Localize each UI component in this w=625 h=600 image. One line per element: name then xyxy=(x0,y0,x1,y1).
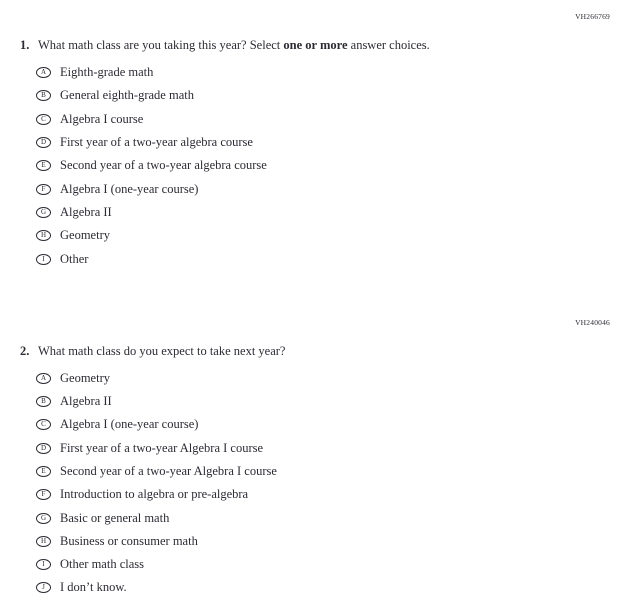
choice-row xyxy=(36,553,625,576)
choice-row xyxy=(36,177,625,200)
choice-label: Basic or general math xyxy=(60,510,170,525)
answer-oval-icon[interactable]: D xyxy=(36,137,51,148)
choice-label: I don’t know. xyxy=(60,580,127,595)
question-text xyxy=(38,343,285,359)
answer-oval-icon[interactable]: C xyxy=(36,419,51,430)
question-section-2 xyxy=(0,318,625,600)
answer-choice-list xyxy=(0,367,625,600)
choice-row xyxy=(36,576,625,599)
choice-row xyxy=(36,131,625,154)
answer-oval-icon[interactable]: J xyxy=(36,582,51,593)
choice-label: First year of a two-year algebra course xyxy=(60,135,253,150)
answer-oval-icon[interactable]: A xyxy=(36,373,51,384)
choice-label: Eighth-grade math xyxy=(60,65,154,80)
choice-row xyxy=(36,530,625,553)
answer-oval-icon[interactable]: I xyxy=(36,254,51,265)
choice-row xyxy=(36,201,625,224)
answer-oval-icon[interactable]: B xyxy=(36,396,51,407)
choice-label: First year of a two-year Algebra I course xyxy=(60,440,264,455)
answer-oval-icon[interactable]: G xyxy=(36,513,51,524)
answer-oval-icon[interactable]: E xyxy=(36,160,51,171)
choice-row xyxy=(36,483,625,506)
question-prompt xyxy=(0,343,625,359)
choice-label: Other xyxy=(60,251,89,266)
choice-row xyxy=(36,437,625,460)
question-section-1 xyxy=(0,0,625,271)
choice-label: Algebra II xyxy=(60,394,112,409)
choice-row xyxy=(36,413,625,436)
question-accession-code: VH240046 xyxy=(575,317,610,327)
choice-row xyxy=(36,61,625,84)
answer-oval-icon[interactable]: F xyxy=(36,489,51,500)
choice-label: Algebra I course xyxy=(60,111,144,126)
choice-label: Algebra I (one-year course) xyxy=(60,417,199,432)
question-accession-code: VH266769 xyxy=(575,12,610,21)
question-prompt xyxy=(0,37,625,53)
answer-oval-icon[interactable]: C xyxy=(36,114,51,125)
answer-choice-list xyxy=(0,61,625,271)
answer-oval-icon[interactable]: H xyxy=(36,536,51,547)
choice-label: Second year of a two-year Algebra I course xyxy=(60,464,277,478)
choice-label: Other math class xyxy=(60,557,145,572)
answer-oval-icon[interactable]: A xyxy=(36,67,51,78)
choice-label: Algebra I (one-year course) xyxy=(60,181,199,196)
choice-row xyxy=(36,506,625,529)
choice-label: Geometry xyxy=(60,228,110,243)
answer-oval-icon[interactable]: D xyxy=(36,443,51,454)
answer-oval-icon[interactable]: F xyxy=(36,184,51,195)
choice-row xyxy=(36,367,625,390)
choice-row xyxy=(36,108,625,131)
choice-label: Business or consumer math xyxy=(60,533,198,548)
question-text-pre: What math class are you taking this year? Select xyxy=(38,38,284,52)
choice-row xyxy=(36,460,625,483)
question-number: 2. xyxy=(20,343,30,358)
choice-label: Second year of a two-year algebra course xyxy=(60,158,267,173)
answer-oval-icon[interactable]: H xyxy=(36,230,51,241)
choice-row xyxy=(36,84,625,107)
answer-oval-icon[interactable]: B xyxy=(36,90,51,101)
answer-oval-icon[interactable]: I xyxy=(36,559,51,570)
answer-oval-icon[interactable]: E xyxy=(36,466,51,477)
choice-row xyxy=(36,247,625,270)
question-text xyxy=(38,37,430,53)
question-number: 1. xyxy=(20,38,30,52)
choice-row xyxy=(36,390,625,413)
choice-label: Introduction to algebra or pre-algebra xyxy=(60,487,249,502)
choice-row xyxy=(36,224,625,247)
choice-label: Algebra II xyxy=(60,204,112,219)
choice-label: Geometry xyxy=(60,370,110,385)
question-text-post: answer choices. xyxy=(347,38,430,52)
choice-row xyxy=(36,154,625,177)
question-text-pre: What math class do you expect to take next year? xyxy=(38,343,286,358)
question-text-bold: one or more xyxy=(283,38,348,52)
choice-label: General eighth-grade math xyxy=(60,88,194,103)
answer-oval-icon[interactable]: G xyxy=(36,207,51,218)
